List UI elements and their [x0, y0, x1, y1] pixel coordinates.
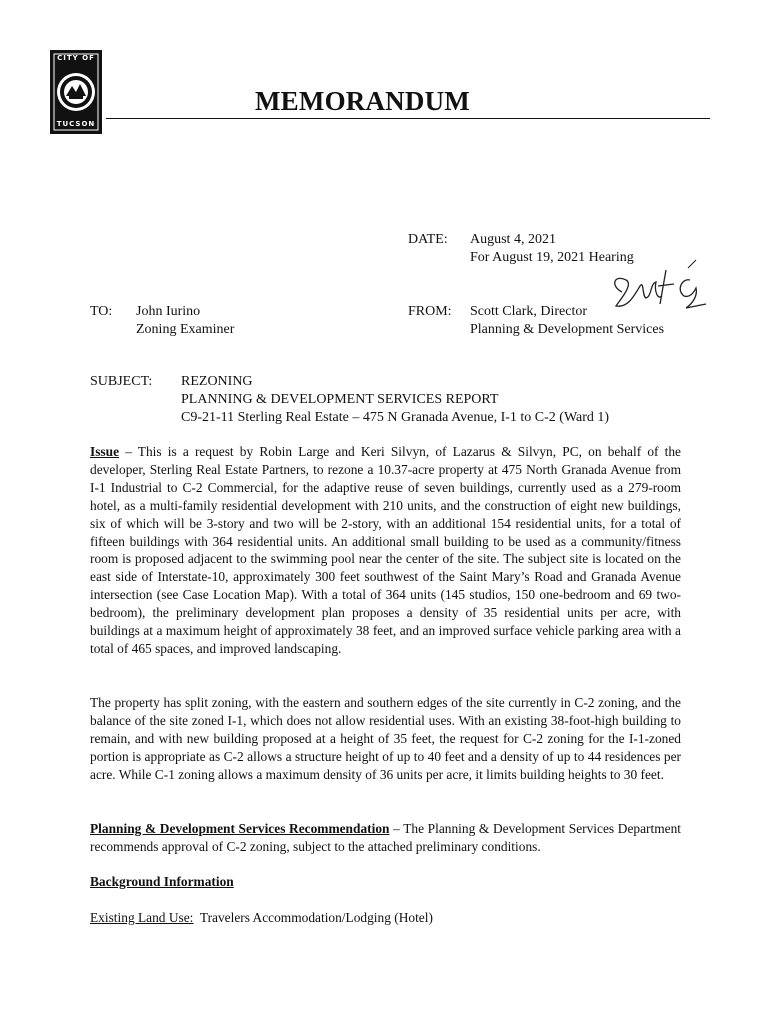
city-seal-logo — [50, 50, 102, 134]
director-signature — [600, 256, 710, 326]
to-title: Zoning Examiner — [136, 322, 235, 337]
issue-text: – This is a request by Robin Large and Keri Silvyn, of Lazarus & Silvyn, PC, on behalf of the developer, Sterling Real Estate Partners, to rezone a 10.37-acre property at 475 North Granada Avenue from I-1 Industrial to C-2 Commercial, for the adaptive reuse of seven buildings, currently used as a 279-room hotel, as a multi-family residential development with 210 units, and the construction of eight new buildings, six of which will be 3-story and two will be 2-story, with an additional 154 residential units, for a total of fifteen buildings with 364 residential units. An additional small building to be used as a community/fitness room is proposed adjacent to the swimming pool near the center of the site. The subject site is located on the east side of Interstate-10, approximately 300 feet southwest of the Saint Mary’s Road and Granada Avenue intersection (see Case Location Map). With a total of 364 units (145 studios, 150 one-bedroom and 69 two-bedroom), the preliminary development plan proposes a density of 35 residential units per acre, with buildings at a maximum height of approximately 38 feet, and an improved surface vehicle parking area with a total of 465 spaces, and improved landscaping. — [90, 444, 681, 656]
subject-label: SUBJECT: — [90, 374, 153, 389]
hearing-date: For August 19, 2021 Hearing — [470, 250, 634, 265]
header-rule — [106, 118, 710, 119]
date-value: August 4, 2021 — [470, 232, 556, 247]
issue-heading: Issue — [90, 444, 120, 459]
seal-bottom-text: TUCSON — [56, 120, 96, 128]
existing-land-use — [90, 909, 681, 927]
seal-top-text: CITY OF — [57, 54, 95, 62]
memo-title: MEMORANDUM — [255, 86, 470, 116]
recommendation-heading: Planning & Development Services Recommendation — [90, 821, 390, 836]
date-label: DATE: — [408, 232, 448, 247]
subject-line-2: PLANNING & DEVELOPMENT SERVICES REPORT — [181, 392, 499, 407]
from-name: Scott Clark, Director — [470, 304, 588, 319]
recommendation-text: – The Planning & Development Services Department recommends approval of C-2 zoning, subject to the attached preliminary conditions. — [90, 821, 681, 854]
from-label: FROM: — [408, 304, 452, 319]
issue-paragraph — [90, 443, 681, 658]
to-label: TO: — [90, 304, 113, 319]
recommendation-paragraph — [90, 820, 681, 856]
background-section — [90, 873, 681, 891]
background-heading: Background Information — [90, 874, 234, 889]
from-department: Planning & Development Services — [470, 322, 665, 337]
zoning-paragraph: The property has split zoning, with the eastern and southern edges of the site currently in C-2 zoning, and the balance of the site zoned I-1, which does not allow residential uses. With an existing 38-foot-high building to remain, and with new building proposed at a height of 35 feet, the request for C-2 zoning for the I-1-zoned portion is appropriate as C-2 allows a structure height of up to 40 feet and a density of up to 44 residences per acre. While C-1 zoning allows a maximum density of 36 units per acre, it limits building heights to 30 feet. — [90, 695, 681, 782]
subject-line-3: C9-21-11 Sterling Real Estate – 475 N Granada Avenue, I-1 to C-2 (Ward 1) — [181, 410, 610, 425]
existing-land-use-label: Existing Land Use: — [90, 910, 194, 925]
subject-line-1: REZONING — [181, 374, 253, 389]
to-name: John Iurino — [136, 304, 201, 319]
existing-land-use-value: Travelers Accommodation/Lodging (Hotel) — [193, 910, 433, 925]
